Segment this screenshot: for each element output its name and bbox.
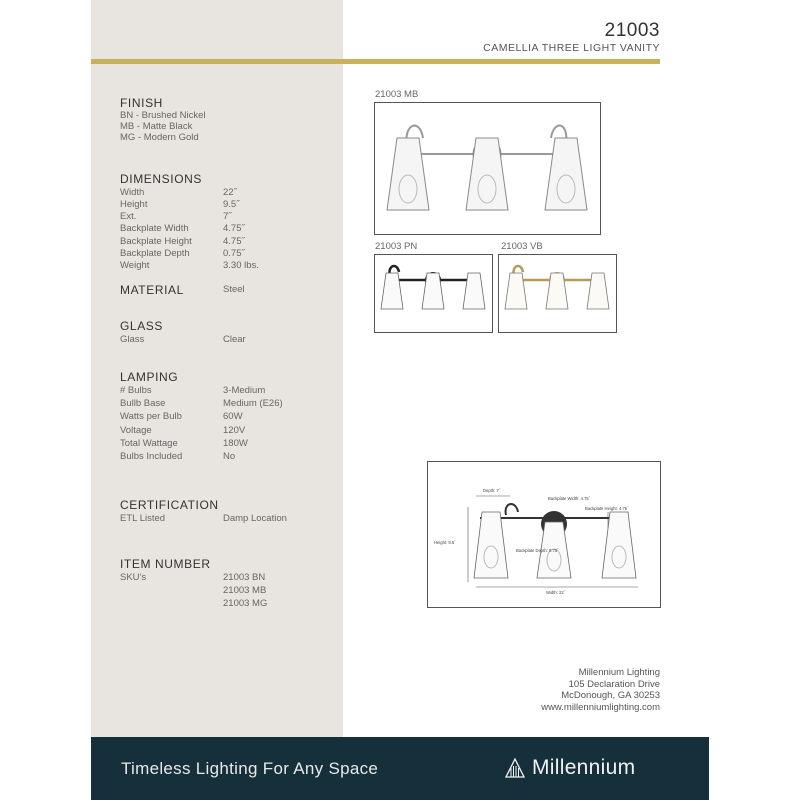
main-product-image (374, 102, 601, 235)
lamping-label: Watts per Bulb (120, 411, 182, 422)
dimension-label: Ext. (120, 211, 137, 222)
website-link[interactable]: www.millenniumlighting.com (541, 702, 660, 713)
dimension-value: 0.75˝ (223, 248, 245, 259)
millennium-logo-icon (505, 758, 525, 778)
dimensions-title: DIMENSIONS (120, 172, 203, 186)
dimension-value: 7˝ (223, 211, 232, 222)
dimension-label: Width (120, 187, 145, 198)
vb-product-image (498, 254, 617, 333)
finish-option: BN - Brushed Nickel (120, 110, 206, 121)
vanity-fixture-illustration (375, 103, 600, 234)
backplate-width-label: Backplate Width: 4.75˝ (548, 496, 591, 501)
dimension-value: 9.5˝ (223, 199, 240, 210)
lamping-value: 3-Medium (223, 385, 266, 396)
backplate-depth-label: Backplate Depth: 0.75˝ (516, 548, 559, 553)
company-name: Millennium Lighting (578, 667, 660, 678)
dimension-label: Weight (120, 260, 150, 271)
glass-title: GLASS (120, 319, 164, 333)
dimension-label: Backplate Height (120, 236, 192, 247)
item-number-title: ITEM NUMBER (120, 557, 211, 571)
certification-title: CERTIFICATION (120, 498, 219, 512)
dimension-label: Backplate Depth (120, 248, 190, 259)
footer-brand: Millennium (532, 756, 636, 779)
vanity-fixture-vb-illustration (499, 255, 616, 332)
sku-value: 21003 BN (223, 572, 266, 583)
finish-option: MB - Matte Black (120, 121, 193, 132)
lamping-value: Medium (E26) (223, 398, 283, 409)
footer-tagline: Timeless Lighting For Any Space (121, 759, 379, 778)
sku-value: 21003 MB (223, 585, 267, 596)
vanity-fixture-pn-illustration (375, 255, 492, 332)
header-rule (91, 59, 660, 64)
dimension-value: 4.75˝ (223, 223, 245, 234)
pn-product-image (374, 254, 493, 333)
sku-label: SKU's (120, 572, 147, 583)
dimension-label: Height (120, 199, 148, 210)
lamping-label: Total Wattage (120, 438, 178, 449)
material-title: MATERIAL (120, 283, 184, 297)
certification-value: Damp Location (223, 513, 287, 524)
lamping-value: 120V (223, 425, 246, 436)
sku-value: 21003 MG (223, 598, 268, 609)
glass-label: Glass (120, 334, 145, 345)
material-value: Steel (223, 284, 245, 295)
lamping-value: 60W (223, 411, 243, 422)
finish-option: MG - Modern Gold (120, 132, 199, 143)
certification-label: ETL Listed (120, 513, 166, 524)
lamping-label: # Bulbs (120, 385, 152, 396)
dimension-label: Backplate Width (120, 223, 189, 234)
lamping-label: Voltage (120, 425, 152, 436)
model-name: CAMELLIA THREE LIGHT VANITY (483, 42, 660, 54)
height-label: Height: 9.5˝ (434, 540, 456, 545)
dimension-value: 4.75˝ (223, 236, 245, 247)
vb-image-label: 21003 VB (501, 241, 543, 252)
width-label: Width: 22˝ (546, 590, 566, 595)
street-address: 105 Declaration Drive (568, 679, 660, 690)
dimension-diagram-drawing (428, 462, 660, 607)
dimension-value: 3.30 lbs. (223, 260, 259, 271)
backplate-height-label: Backplate Height: 4.75˝ (585, 506, 629, 511)
lamping-value: 180W (223, 438, 248, 449)
lamping-value: No (223, 451, 236, 462)
lamping-label: Bullb Base (120, 398, 166, 409)
dimension-diagram (427, 461, 661, 608)
finish-title: FINISH (120, 96, 163, 110)
lamping-title: LAMPING (120, 370, 179, 384)
model-number: 21003 (604, 20, 660, 41)
main-image-label: 21003 MB (375, 89, 419, 100)
pn-image-label: 21003 PN (375, 241, 418, 252)
city-address: McDonough, GA 30253 (561, 690, 660, 701)
dimension-value: 22˝ (223, 187, 237, 198)
depth-label: Depth: 7˝ (483, 488, 501, 493)
lamping-label: Bulbs Included (120, 451, 183, 462)
glass-value: Clear (223, 334, 246, 345)
